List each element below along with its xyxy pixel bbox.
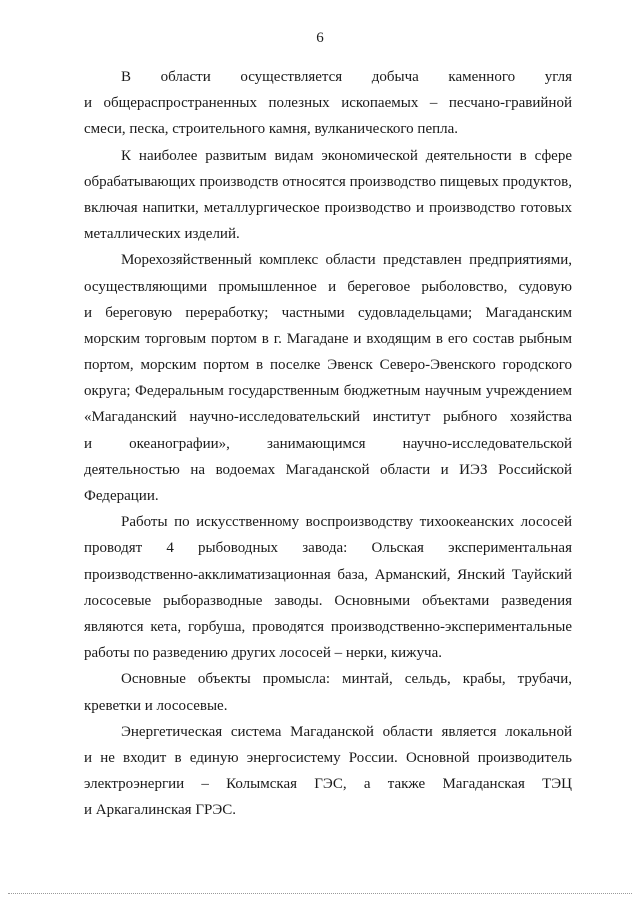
- text-line: Федерации.: [84, 488, 159, 504]
- text-line: К наиболее развитым видам экономической деятельности в сфере: [121, 147, 572, 164]
- text-line: осуществляющими промышленное и береговое рыболовство, судовую: [84, 278, 572, 295]
- page-number: 6: [316, 30, 324, 46]
- text-line: смеси, песка, строительного камня, вулканического пепла.: [84, 121, 459, 138]
- paragraph: [84, 509, 572, 666]
- text-line: обрабатывающих производств относятся производство пищевых продуктов,: [84, 173, 572, 190]
- text-line: «Магаданский научно-исследовательский институт рыбного хозяйства: [84, 409, 572, 426]
- text-line: работы по разведению других лососей – нерки, кижуча.: [84, 645, 443, 662]
- text-line: и общераспространенных полезных ископаемых – песчано-гравийной: [84, 95, 572, 112]
- text-line: и Аркагалинская ГРЭС.: [84, 802, 237, 819]
- text-line: металлических изделий.: [84, 226, 240, 243]
- text-line: и не входит в единую энергосистему России. Основной производитель: [84, 749, 572, 766]
- page-bottom-edge: [8, 893, 632, 894]
- text-line: электроэнергии – Колымская ГЭС, а также Магаданская ТЭЦ: [84, 776, 572, 793]
- paragraph: [84, 64, 572, 143]
- document-body: [84, 64, 572, 823]
- text-line: Энергетическая система Магаданской области является локальной: [121, 723, 572, 740]
- text-line: и береговую переработку; частными судовладельцами; Магаданским: [84, 304, 572, 321]
- text-line: В области осуществляется добыча каменного угля: [121, 69, 572, 85]
- paragraph: [84, 666, 572, 718]
- paragraph: [84, 719, 572, 824]
- text-line: морским торговым портом в г. Магадане и входящим в его состав рыбным: [84, 330, 572, 347]
- text-line: и океанографии», занимающимся научно-исследовательской: [84, 435, 572, 452]
- text-line: лососевые рыборазводные заводы. Основными объектами разведения: [84, 592, 572, 609]
- paragraph: [84, 247, 572, 509]
- text-line: округа; Федеральным государственным бюджетным научным учреждением: [84, 383, 572, 400]
- text-line: креветки и лососевые.: [84, 697, 228, 714]
- text-line: деятельностью на водоемах Магаданской области и ИЭЗ Российской: [84, 461, 572, 478]
- paragraph: [84, 143, 572, 248]
- text-line: включая напитки, металлургическое производство и производство готовых: [84, 199, 572, 216]
- text-line: Морехозяйственный комплекс области представлен предприятиями,: [121, 252, 572, 269]
- text-line: портом, морским портом в поселке Эвенск Северо-Эвенского городского: [84, 357, 572, 374]
- text-line: являются кета, горбуша, проводятся производственно-экспериментальные: [84, 618, 572, 635]
- text-line: проводят 4 рыбоводных завода: Ольская экспериментальная: [84, 540, 572, 557]
- text-line: Основные объекты промысла: минтай, сельдь, крабы, трубачи,: [121, 671, 572, 688]
- text-line: производственно-акклиматизационная база, Арманский, Янский Тауйский: [84, 566, 572, 583]
- text-line: Работы по искусственному воспроизводству тихоокеанских лососей: [121, 514, 572, 531]
